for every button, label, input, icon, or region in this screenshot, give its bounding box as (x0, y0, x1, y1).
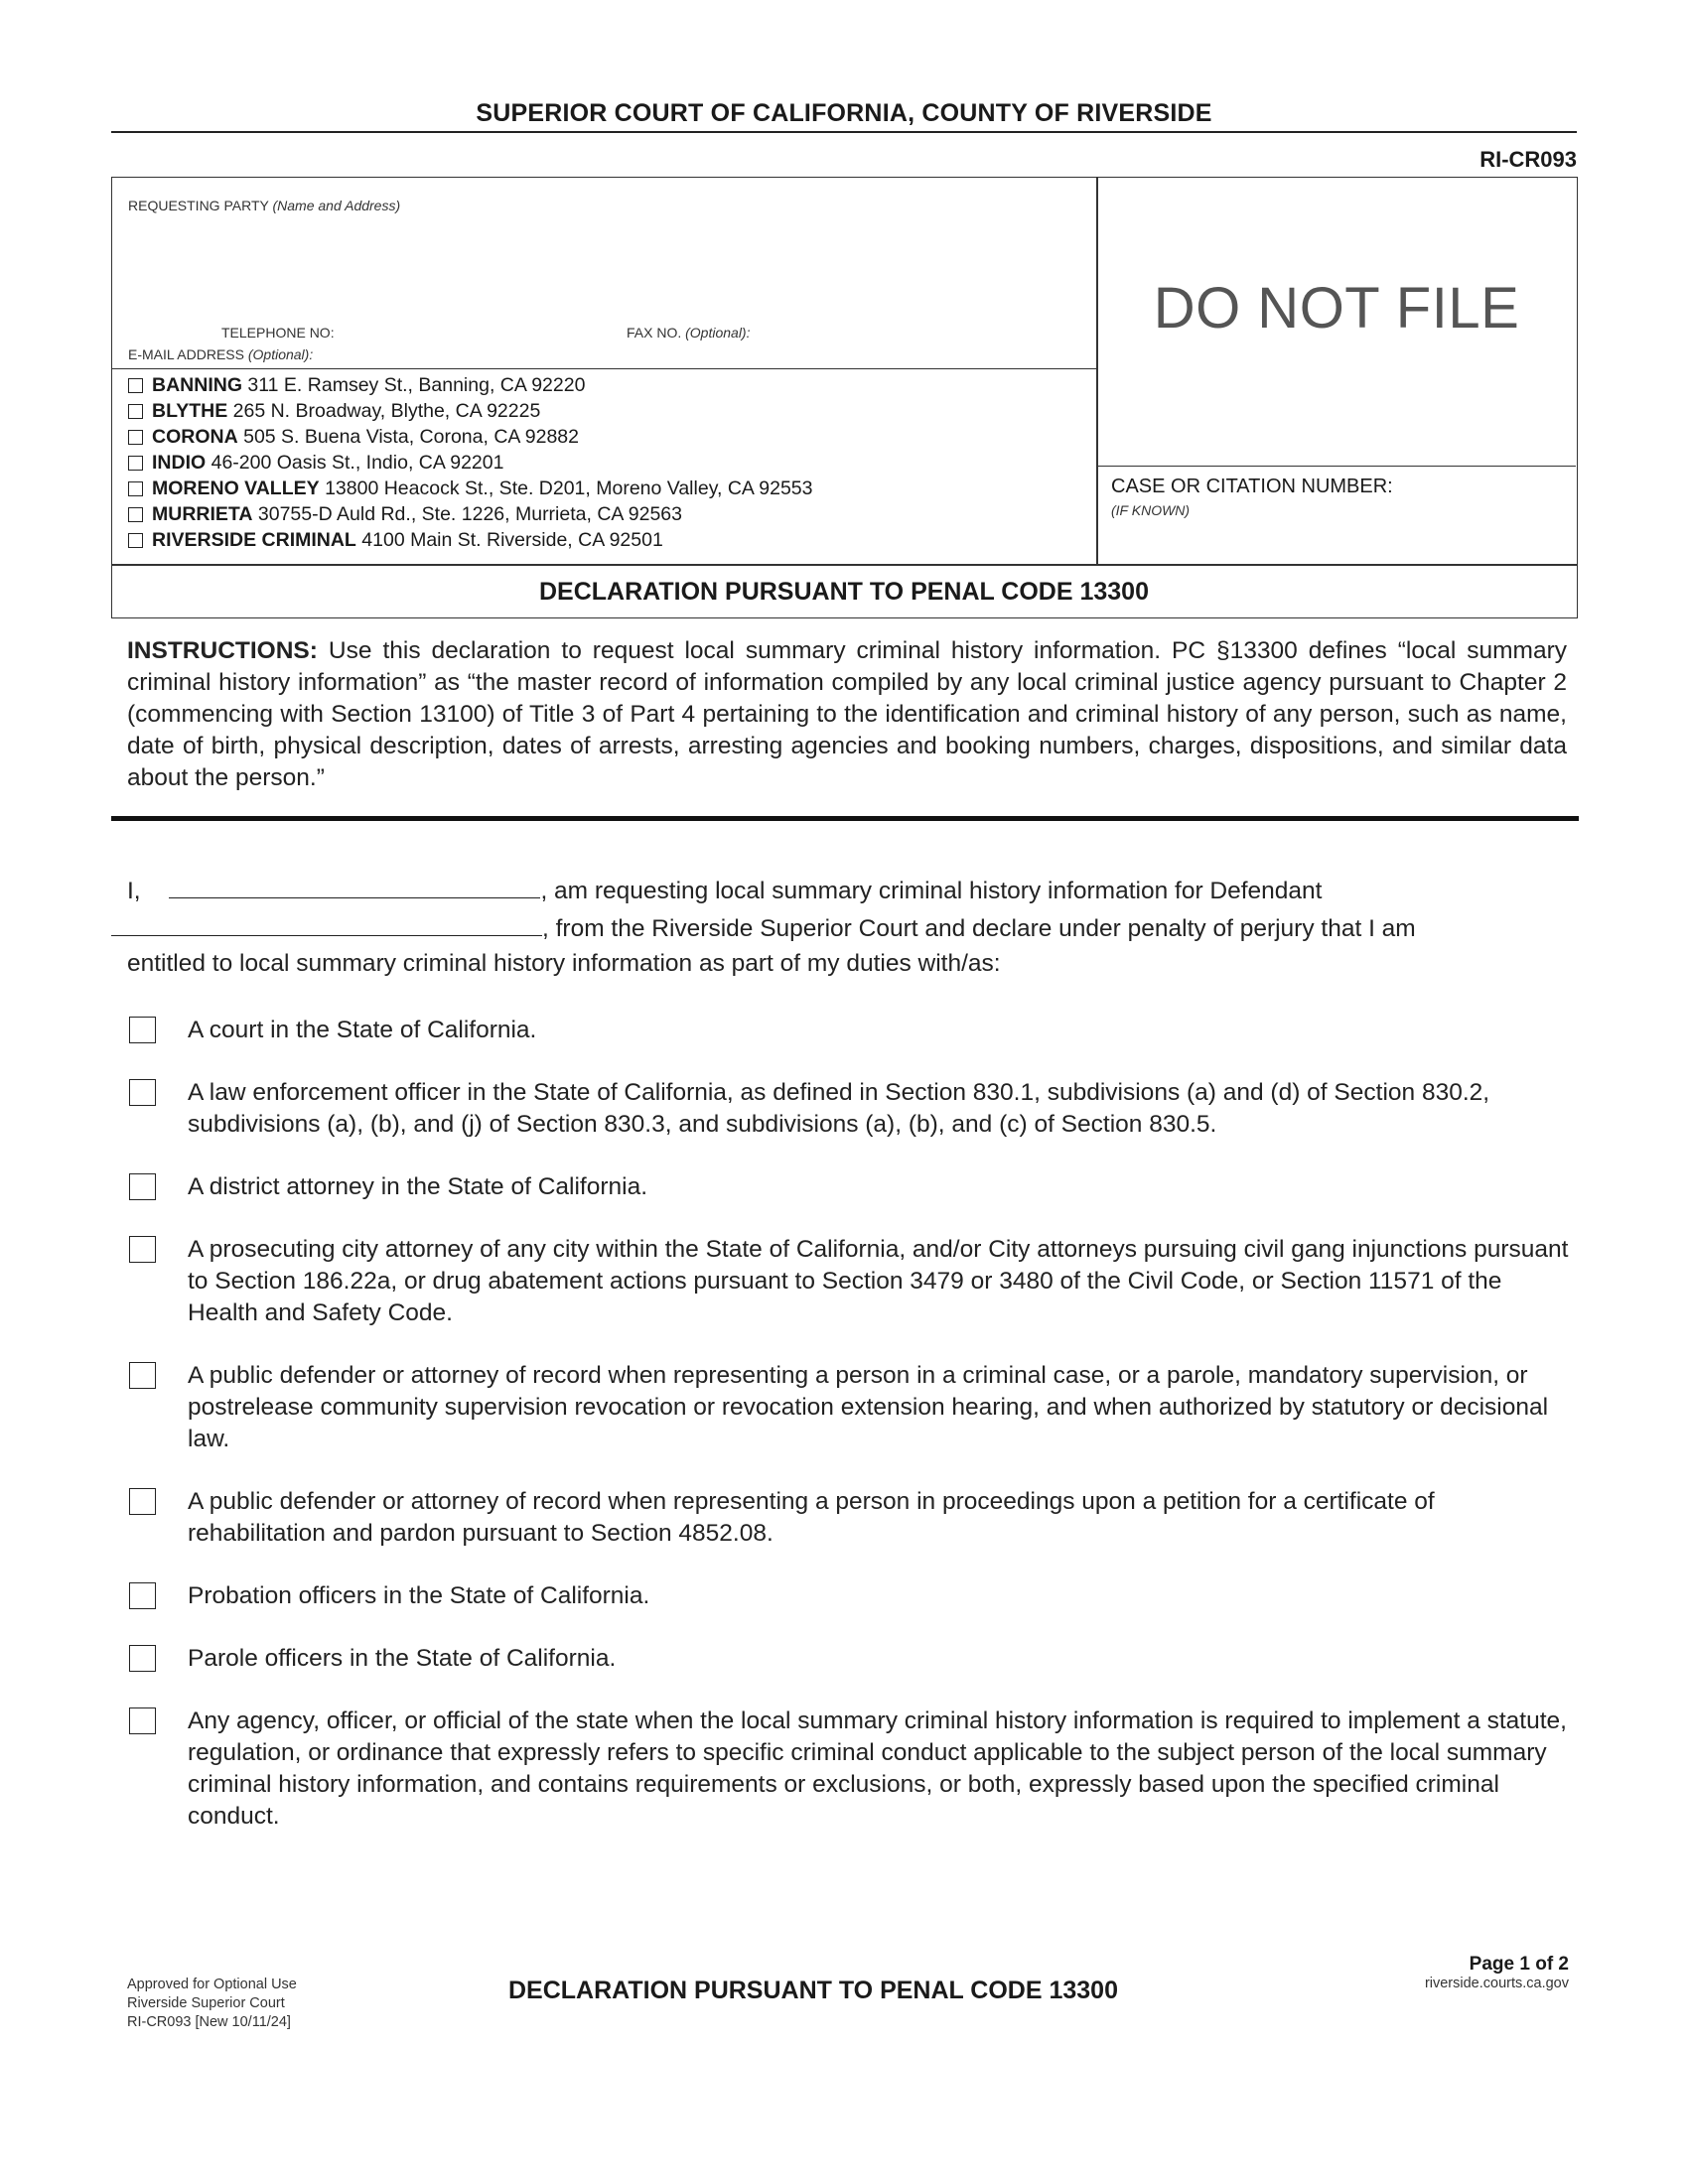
option-checkbox[interactable] (129, 1017, 156, 1043)
location-item[interactable]: MURRIETA 30755-D Auld Rd., Ste. 1226, Murrieta, CA 92563 (128, 501, 812, 527)
requesting-party-label: REQUESTING PARTY (Name and Address) (128, 198, 401, 213)
location-item[interactable]: INDIO 46-200 Oasis St., Indio, CA 92201 (128, 450, 812, 476)
location-checkbox[interactable] (128, 404, 143, 419)
case-number-label: CASE OR CITATION NUMBER: (1111, 476, 1393, 497)
section-divider (111, 816, 1579, 821)
location-item[interactable]: MORENO VALLEY 13800 Heacock St., Ste. D201, Moreno Valley, CA 92553 (128, 476, 812, 501)
form-title-box (111, 564, 1578, 618)
option-public-defender-rehabilitation[interactable]: A public defender or attorney of record when representing a person in proceedings upon a petition for a certificate of rehabilitation and pardon pursuant to Section 4852.08. (129, 1486, 1574, 1550)
option-checkbox[interactable] (129, 1236, 156, 1263)
declaration-line-1: I, , am requesting local summary criminal history information for Defendant (127, 874, 1322, 905)
court-location-list (128, 372, 812, 553)
location-item[interactable]: BANNING 311 E. Ramsey St., Banning, CA 92220 (128, 372, 812, 398)
option-checkbox[interactable] (129, 1173, 156, 1200)
do-not-file-stamp: DO NOT FILE (1153, 276, 1520, 341)
option-state-agency[interactable]: Any agency, officer, or official of the state when the local summary criminal history information is required to implement a statute, regulation, or ordinance that expressly refers to specific criminal conduct applicable to the subject person of the local summary criminal history information, and contains requirements or exclusions, or both, expressly based upon the specified criminal conduct. (129, 1706, 1574, 1833)
location-item[interactable]: BLYTHE 265 N. Broadway, Blythe, CA 92225 (128, 398, 812, 424)
telephone-label: TELEPHONE NO: (221, 325, 335, 341)
court-name: SUPERIOR COURT OF CALIFORNIA, COUNTY OF RIVERSIDE (476, 99, 1212, 127)
option-checkbox[interactable] (129, 1582, 156, 1609)
location-checkbox[interactable] (128, 378, 143, 393)
option-checkbox[interactable] (129, 1707, 156, 1734)
form-id: RI-CR093 (1479, 147, 1577, 172)
location-checkbox[interactable] (128, 430, 143, 445)
location-checkbox[interactable] (128, 481, 143, 496)
option-checkbox[interactable] (129, 1362, 156, 1389)
location-checkbox[interactable] (128, 533, 143, 548)
location-checkbox[interactable] (128, 507, 143, 522)
defendant-name-field[interactable] (111, 911, 542, 936)
case-divider (1097, 466, 1576, 467)
instructions-label: INSTRUCTIONS: (127, 637, 318, 664)
option-court[interactable]: A court in the State of California. (129, 1015, 1574, 1046)
email-label: E-MAIL ADDRESS (Optional): (128, 346, 314, 362)
footer-approval: Approved for Optional Use Riverside Superior Court RI-CR093 [New 10/11/24] (127, 1977, 297, 2030)
location-item[interactable]: CORONA 505 S. Buena Vista, Corona, CA 92882 (128, 424, 812, 450)
requesting-party-box (111, 177, 1098, 566)
option-checkbox[interactable] (129, 1079, 156, 1106)
option-public-defender-criminal[interactable]: A public defender or attorney of record when representing a person in a criminal case, or a parole, mandatory supervision, or postrelease community supervision revocation or revocation extension hearing, and when authorized by statutory or decisional law. (129, 1360, 1574, 1455)
declaration-line-2: , from the Riverside Superior Court and declare under penalty of perjury that I am (111, 911, 1416, 943)
footer-title: DECLARATION PURSUANT TO PENAL CODE 13300 (508, 1977, 1118, 2004)
case-number-hint: (IF KNOWN) (1111, 502, 1191, 518)
option-city-attorney[interactable]: A prosecuting city attorney of any city within the State of California, and/or City attorneys pursuing civil gang injunctions pursuant to Section 186.22a, or drug abatement actions pursuant to Section 3479 or 3480 of the Civil Code, or Section 11571 of the Health and Safety Code. (129, 1234, 1574, 1329)
instructions (127, 635, 1567, 794)
capacity-options (129, 1015, 1574, 1863)
declarant-name-field[interactable] (169, 874, 540, 898)
header-divider (112, 368, 1096, 369)
case-box (1096, 177, 1578, 566)
option-checkbox[interactable] (129, 1645, 156, 1672)
option-parole-officer[interactable]: Parole officers in the State of California. (129, 1643, 1574, 1675)
court-website: riverside.courts.ca.gov (1424, 1976, 1569, 1991)
fax-label: FAX NO. (Optional): (627, 325, 751, 341)
page-number: Page 1 of 2 (1469, 1954, 1569, 1975)
option-checkbox[interactable] (129, 1488, 156, 1515)
declaration-line-3: entitled to local summary criminal history information as part of my duties with/as: (127, 950, 1001, 977)
header-rule (111, 131, 1577, 133)
instructions-text: Use this declaration to request local summary criminal history information. PC §13300 defines “local summary criminal history information” as “the master record of information compiled by any local criminal justice agency pursuant to Chapter 2 (commencing with Section 13100) of Title 3 of Part 4 pertaining to the identification and criminal history of any person, such as name, date of birth, physical description, dates of arrests, arresting agencies and booking numbers, charges, dispositions, and similar data about the person.” (127, 637, 1567, 791)
option-law-enforcement[interactable]: A law enforcement officer in the State of California, as defined in Section 830.1, subdivisions (a) and (d) of Section 830.2, subdivisions (a), (b), and (j) of Section 830.3, and subdivisions (a), (b), and (c) of Section 830.5. (129, 1077, 1574, 1141)
location-item[interactable]: RIVERSIDE CRIMINAL 4100 Main St. Riverside, CA 92501 (128, 527, 812, 553)
option-probation-officer[interactable]: Probation officers in the State of California. (129, 1580, 1574, 1612)
location-checkbox[interactable] (128, 456, 143, 471)
option-district-attorney[interactable]: A district attorney in the State of California. (129, 1171, 1574, 1203)
form-title: DECLARATION PURSUANT TO PENAL CODE 13300 (539, 578, 1149, 606)
